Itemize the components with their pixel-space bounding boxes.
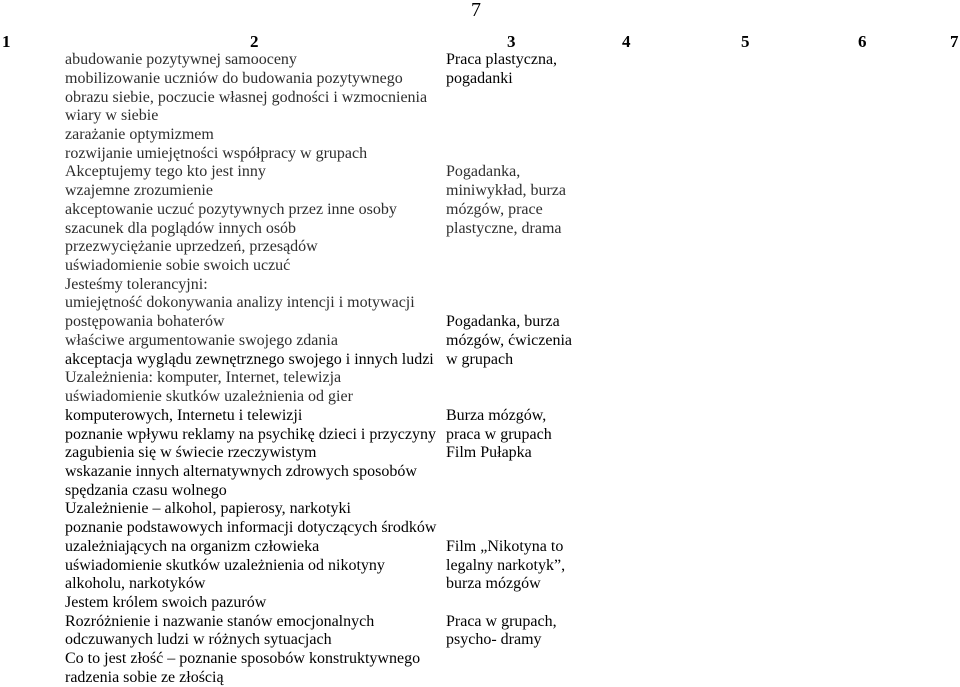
content-line: obrazu siebie, poczucie własnej godności i wzmocnienia (65, 88, 428, 106)
content-line: alkoholu, narkotyków (65, 575, 206, 593)
content-line: postępowania bohaterów (65, 313, 225, 331)
methods-line: Praca plastyczna, (446, 51, 558, 69)
methods-line: Praca w grupach, (446, 612, 557, 630)
content-line: radzenia sobie ze złością (65, 668, 224, 686)
methods-line: praca w grupach (446, 425, 552, 443)
content-line: mobilizowanie uczniów do budowania pozytywnego (65, 69, 403, 87)
content-line: rozwijanie umiejętności współpracy w grupach (65, 144, 368, 162)
content-line: poznanie wpływu reklamy na psychikę dzieci i przyczyny (65, 425, 436, 443)
content-line: szacunek dla poglądów innych osób (65, 219, 297, 237)
content-line: odczuwanych ludzi w różnych sytuacjach (65, 631, 332, 649)
content-line: komputerowych, Internetu i telewizji (65, 406, 303, 424)
content-line: umiejętność dokonywania analizy intencji i motywacji (65, 294, 415, 312)
page-number: 7 (471, 0, 481, 21)
content-line: przezwyciężanie uprzedzeń, przesądów (65, 238, 318, 256)
column-number-5: 5 (741, 32, 750, 51)
content-line: poznanie podstawowych informacji dotyczących środków (65, 519, 437, 537)
methods-line: mózgów, prace (446, 200, 543, 218)
content-line: Rozróżnienie i nazwanie stanów emocjonalnych (65, 612, 375, 630)
content-line: Akceptujemy tego kto jest inny (65, 163, 266, 181)
content-line: zagubienia się w świecie rzeczywistym (65, 444, 317, 462)
column-number-3: 3 (507, 32, 516, 51)
methods-line: Pogadanka, burza (446, 313, 560, 331)
content-line: uświadomienie skutków uzależnienia od gier (65, 388, 353, 406)
content-line: uświadomienie skutków uzależnienia od nikotyny (65, 556, 385, 574)
column-number-2: 2 (250, 32, 259, 51)
content-line: właściwe argumentowanie swojego zdania (65, 331, 338, 349)
content-line: Uzależnienie – alkohol, papierosy, narkotyki (65, 500, 351, 518)
methods-line: plastyczne, drama (446, 219, 562, 237)
content-column (65, 0, 443, 687)
methods-line: Pogadanka, (446, 163, 521, 181)
column-number-1: 1 (2, 32, 11, 51)
methods-line: Film „Nikotyna to (446, 537, 564, 555)
content-line: uzależniających na organizm człowieka (65, 537, 320, 555)
content-line: uświadomienie sobie swoich uczuć (65, 257, 291, 275)
methods-line: psycho- dramy (446, 631, 542, 649)
methods-line: Burza mózgów, (446, 406, 547, 424)
methods-line: miniwykład, burza (446, 182, 566, 200)
content-line: akceptacja wyglądu zewnętrznego swojego i innych ludzi (65, 350, 434, 368)
content-line: Uzależnienia: komputer, Internet, telewizja (65, 369, 342, 387)
column-number-6: 6 (858, 32, 867, 51)
content-line: wiary w siebie (65, 107, 159, 125)
column-number-4: 4 (622, 32, 631, 51)
column-number-7: 7 (950, 32, 959, 51)
methods-column (446, 0, 596, 687)
content-line: spędzania czasu wolnego (65, 481, 227, 499)
methods-line: legalny narkotyk”, (446, 556, 566, 574)
methods-line: Film Pułapka (446, 444, 532, 462)
content-line: akceptowanie uczuć pozytywnych przez inne osoby (65, 200, 397, 218)
content-line: abudowanie pozytywnej samooceny (65, 51, 297, 69)
methods-line: mózgów, ćwiczenia (446, 331, 573, 349)
methods-line: w grupach (446, 350, 514, 368)
content-line: wzajemne zrozumienie (65, 182, 213, 200)
content-line: Jesteśmy tolerancyjni: (65, 275, 208, 293)
content-line: Jestem królem swoich pazurów (65, 593, 267, 611)
content-line: wskazanie innych alternatywnych zdrowych sposobów (65, 462, 417, 480)
methods-line: pogadanki (446, 69, 513, 87)
content-line: Co to jest złość – poznanie sposobów konstruktywnego (65, 650, 421, 668)
methods-line: burza mózgów (446, 575, 541, 593)
content-line: zarażanie optymizmem (65, 125, 214, 143)
